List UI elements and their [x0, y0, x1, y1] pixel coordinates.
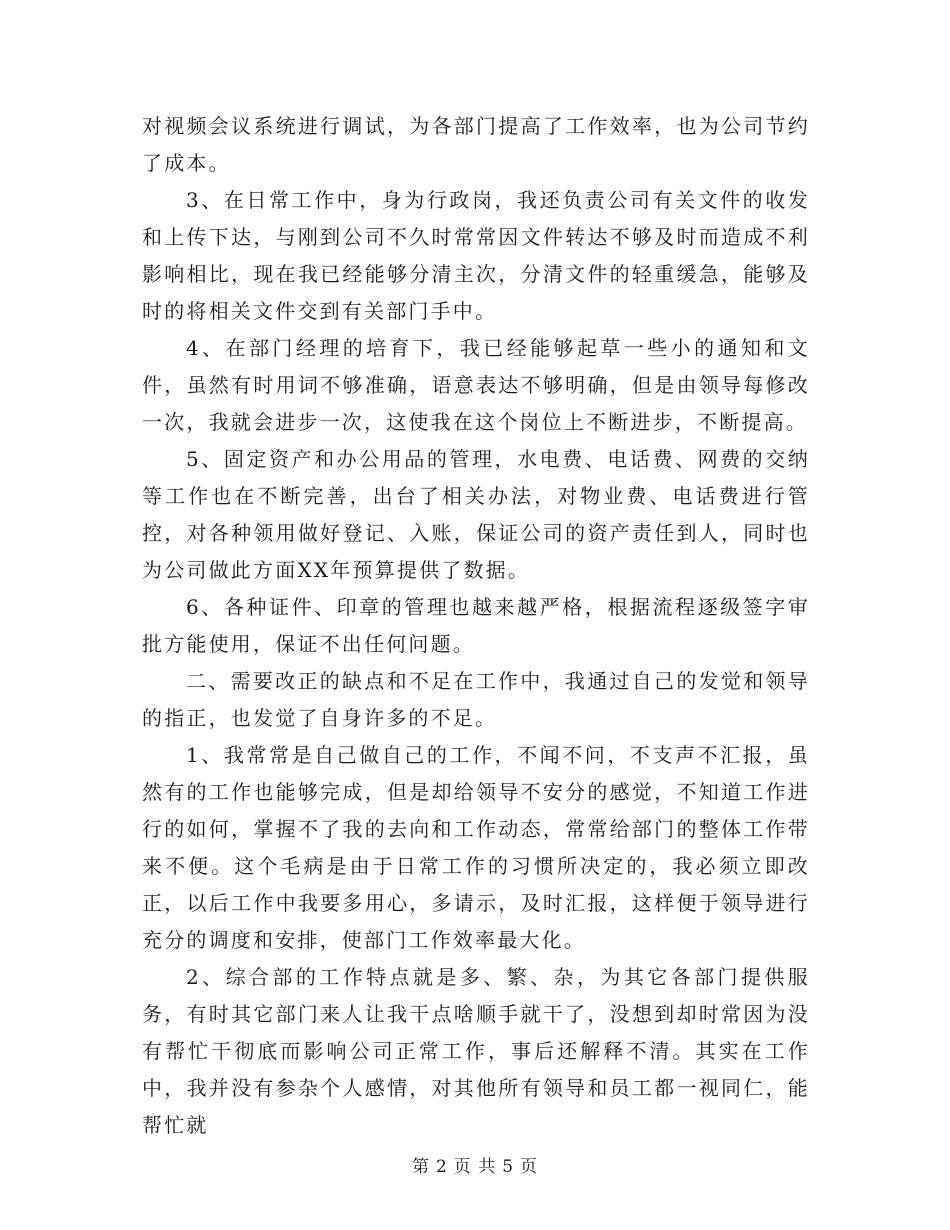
document-body [142, 108, 810, 1144]
paragraph-7: 1、我常常是自己做自己的工作，不闻不问，不支声不汇报，虽然有的工作也能够完成，但是却给领导不安分的感觉，不知道工作进行的如何，掌握不了我的去向和工作动态，常常给部门的整体工作带来不便。这个毛病是由于日常工作的习惯所决定的，我必须立即改正，以后工作中我要多用心，多请示，及时汇报，这样便于领导进行充分的调度和安排，使部门工作效率最大化。 [142, 743, 810, 952]
page-footer [0, 1152, 950, 1177]
paragraph-3: 4、在部门经理的培育下，我已经能够起草一些小的通知和文件，虽然有时用词不够准确，语意表达不够明确，但是由领导每修改一次，我就会进步一次，这使我在这个岗位上不断进步，不断提高。 [142, 336, 810, 434]
paragraph-4: 5、固定资产和办公用品的管理，水电费、电话费、网费的交纳等工作也在不断完善，出台了相关办法，对物业费、电话费进行管控，对各种领用做好登记、入账，保证公司的资产责任到人，同时也为公司做此方面XX年预算提供了数据。 [142, 447, 810, 582]
footer-middle: 页 共 [453, 1157, 497, 1177]
footer-total-pages: 5 [502, 1157, 515, 1177]
footer-suffix: 页 [520, 1157, 539, 1177]
footer-current-page: 2 [435, 1157, 448, 1177]
paragraph-5: 6、各种证件、印章的管理也越来越严格，根据流程逐级签字审批方能使用，保证不出任何问题。 [142, 595, 810, 656]
footer-prefix: 第 [411, 1157, 430, 1177]
paragraph-8: 2、综合部的工作特点就是多、繁、杂，为其它各部门提供服务，有时其它部门来人让我干点啥顺手就干了，没想到却时常因为没有帮忙干彻底而影响公司正常工作，事后还解释不清。其实在工作中，我并没有参杂个人感情，对其他所有领导和员工都一视同仁，能帮忙就 [142, 965, 810, 1137]
paragraph-6: 二、需要改正的缺点和不足在工作中，我通过自己的发觉和领导的指正，也发觉了自身许多的不足。 [142, 669, 810, 730]
paragraph-2: 3、在日常工作中，身为行政岗，我还负责公司有关文件的收发和上传下达，与刚到公司不久时常常因文件转达不够及时而造成不利影响相比，现在我已经能够分清主次，分清文件的轻重缓急，能够及时的将相关文件交到有关部门手中。 [142, 188, 810, 323]
paragraph-1: 对视频会议系统进行调试，为各部门提高了工作效率，也为公司节约了成本。 [142, 114, 810, 175]
